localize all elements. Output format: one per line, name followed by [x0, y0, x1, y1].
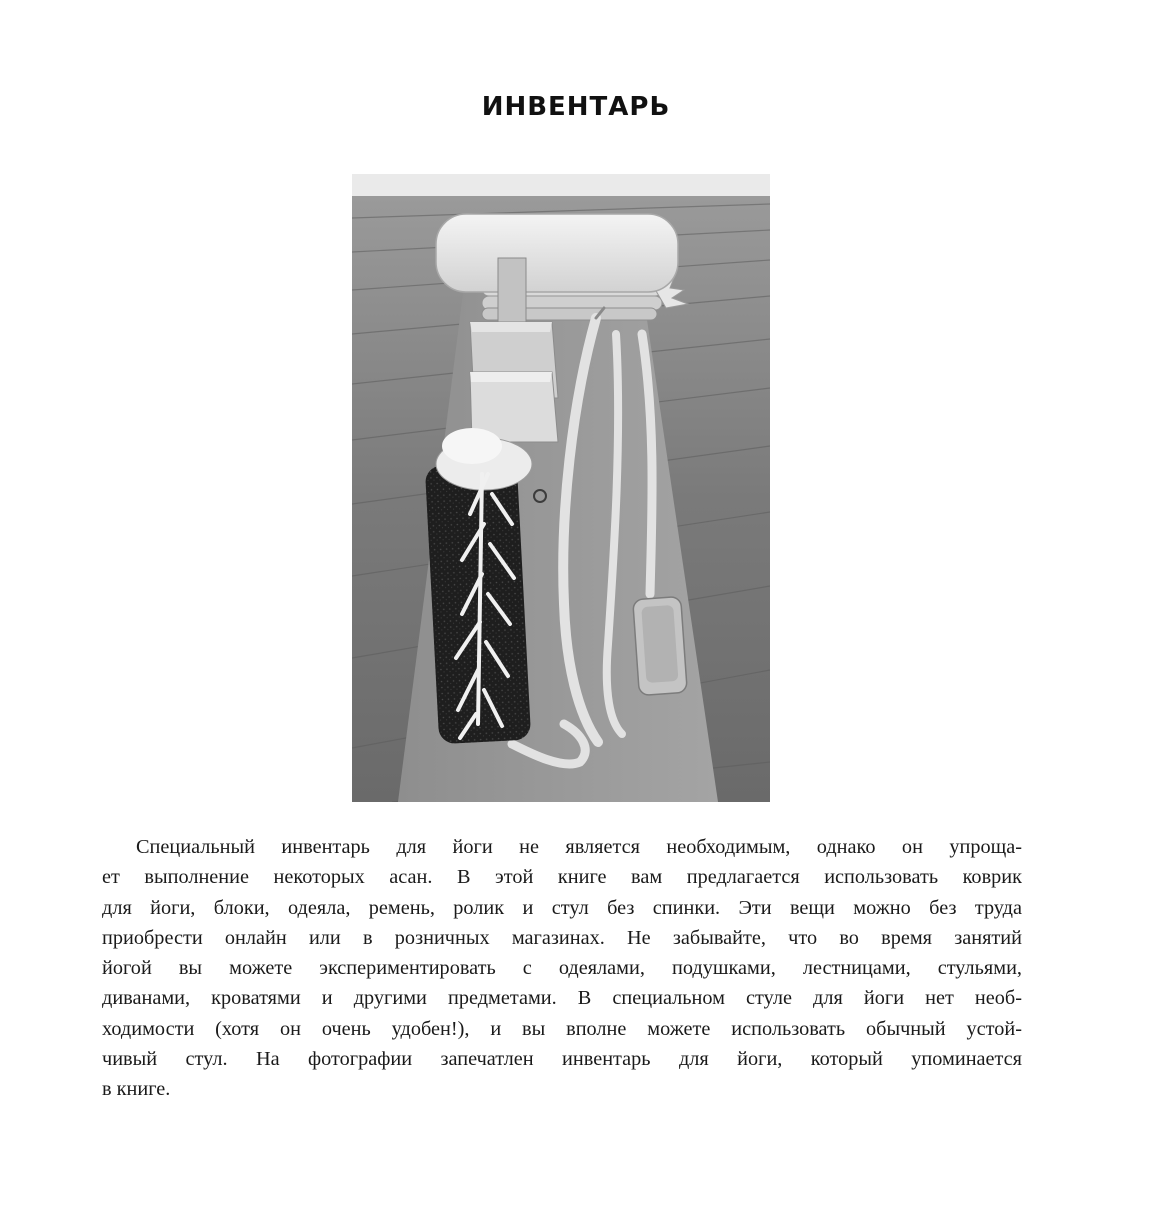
equipment-photo: [352, 174, 770, 802]
bolster: [436, 214, 678, 292]
paragraph-line: чивый стул. На фотографии запечатлен инвентарь для йоги, который упоминается: [102, 1048, 1022, 1071]
paragraph-line: ходимости (хотя он очень удобен!), и вы вполне можете использовать обычный устой-: [102, 1017, 1022, 1040]
paragraph-line: ет выполнение некоторых асан. В этой книге вам предлагается использовать коврик: [102, 866, 1022, 889]
yoga-blocks: [470, 322, 558, 442]
paragraph-line: для йоги, блоки, одеяла, ремень, ролик и стул без спинки. Эти вещи можно без труда: [102, 896, 1022, 919]
page-title: ИНВЕНТАРЬ: [481, 92, 671, 122]
paragraph-line: в книге.: [102, 1078, 171, 1101]
paragraph-line: диванами, кроватями и другими предметами. В специальном стуле для йоги нет необ-: [102, 987, 1022, 1010]
rolled-mat: [425, 428, 532, 744]
paragraph-line: приобрести онлайн или в розничных магазинах. Не забывайте, что во время занятий: [102, 926, 1022, 949]
paragraph-line: йогой вы можете экспериментировать с одеялами, подушками, лестницами, стульями,: [102, 957, 1022, 980]
block-upright: [498, 258, 526, 322]
body-paragraph: [102, 832, 1022, 1105]
wall: [352, 174, 770, 196]
paragraph-line: Специальный инвентарь для йоги не является необходимым, однако он упроща-: [136, 836, 1022, 858]
